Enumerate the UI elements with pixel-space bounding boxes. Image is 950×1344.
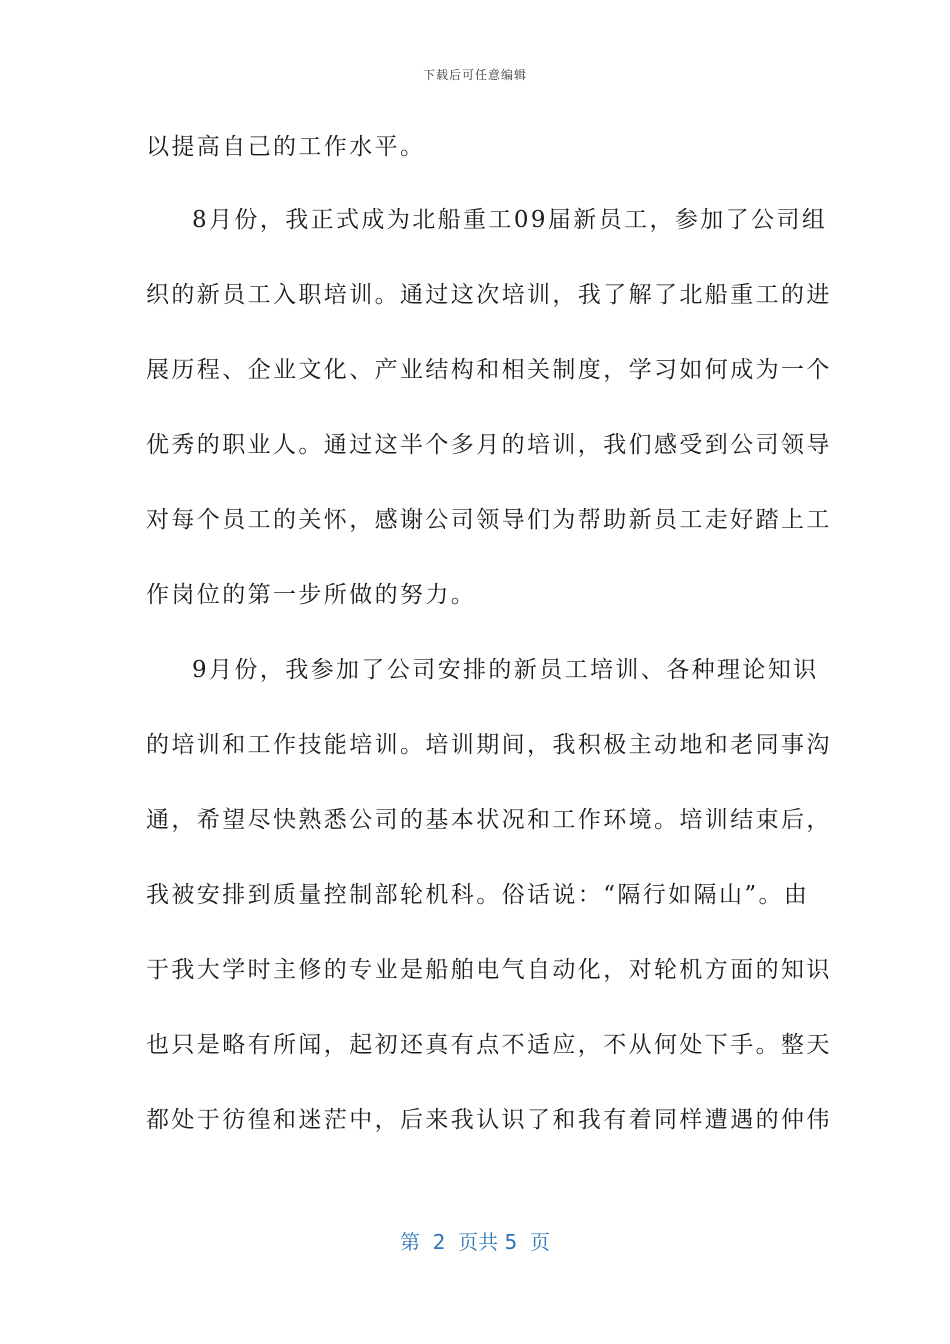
paragraph-line: 我被安排到质量控制部轮机科。俗话说：“隔行如隔山”。由 xyxy=(146,882,810,908)
page-header-note: 下载后可任意编辑 xyxy=(422,68,527,82)
paragraph-line: 展历程、企业文化、产业结构和相关制度，学习如何成为一个 xyxy=(146,357,832,383)
paragraph-line: 通，希望尽快熟悉公司的基本状况和工作环境。培训结束后， xyxy=(146,807,832,833)
paragraph-line: 织的新员工入职培训。通过这次培训，我了解了北船重工的进 xyxy=(146,282,832,308)
paragraph-line: 于我大学时主修的专业是船舶电气自动化，对轮机方面的知识 xyxy=(146,957,832,983)
paragraph-line: 优秀的职业人。通过这半个多月的培训，我们感受到公司领导 xyxy=(146,432,832,458)
paragraph-line: 以提高自己的工作水平。 xyxy=(146,134,426,160)
page-number-footer: 第 2 页共 5 页 xyxy=(400,1230,550,1254)
paragraph-line: 也只是略有所闻，起初还真有点不适应，不从何处下手。整天 xyxy=(146,1032,832,1058)
paragraph-line: 的培训和工作技能培训。培训期间，我积极主动地和老同事沟 xyxy=(146,732,832,758)
paragraph-line: 作岗位的第一步所做的努力。 xyxy=(146,582,477,608)
paragraph-line: 都处于彷徨和迷茫中，后来我认识了和我有着同样遭遇的仲伟 xyxy=(146,1107,832,1133)
paragraph-line: 8月份，我正式成为北船重工09届新员工，参加了公司组 xyxy=(192,207,828,233)
paragraph-line: 9月份，我参加了公司安排的新员工培训、各种理论知识 xyxy=(192,657,819,683)
paragraph-line: 对每个员工的关怀，感谢公司领导们为帮助新员工走好踏上工 xyxy=(146,507,832,533)
